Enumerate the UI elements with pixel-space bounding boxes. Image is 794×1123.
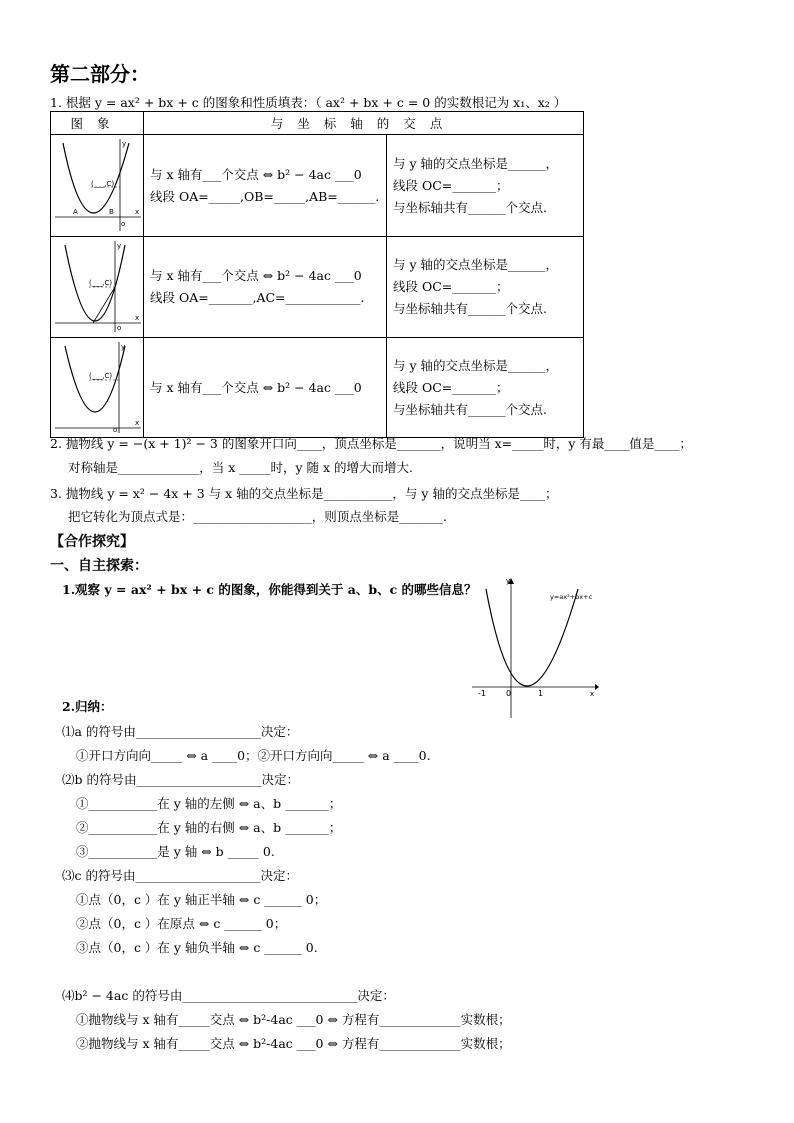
- header-intersections: 与坐标轴的交点: [144, 112, 584, 135]
- graph-cell-1: [51, 135, 144, 237]
- segment-line: 线段 OA=_____,OB=_____,AB=______.: [150, 188, 380, 204]
- c-label-3: (___,C): [89, 372, 113, 380]
- o-label: o: [121, 220, 126, 228]
- graph-cell-2: [51, 237, 144, 338]
- x-axis-line: 与 x 轴有___个交点 ⇔ b² − 4ac ___0: [150, 268, 362, 283]
- graph-x-label: x: [590, 690, 595, 698]
- x-axis-cell-3: [144, 338, 387, 438]
- o-label-3: o: [113, 426, 118, 434]
- c-sign-line1: ①点（0，c ）在 y 轴正半轴 ⇔ c ______ 0；: [76, 892, 327, 907]
- x-label-2: x: [135, 314, 140, 322]
- graph-cell-3: [51, 338, 144, 438]
- x-axis-cell-1: [144, 135, 387, 237]
- q3-line1: 3. 抛物线 y = x² − 4x + 3 与 x 轴的交点坐标是___________，与 y 轴的交点坐标是____；: [50, 486, 558, 501]
- discriminant-line2: ②抛物线与 x 轴有_____交点 ⇔ b²-4ac ___0 ⇔ 方程有_____________实数根；: [76, 1036, 511, 1051]
- x-axis-line: 与 x 轴有___个交点 ⇔ b² − 4ac ___0: [150, 166, 362, 182]
- coop-title: 【合作探究】: [50, 534, 134, 550]
- intersection-table: [50, 111, 584, 438]
- c-sign-line2: ②点（0，c ）在原点 ⇔ c ______ 0；: [76, 916, 287, 931]
- section-title: 第二部分：: [50, 62, 150, 86]
- c-sign-line3: ③点（0，c ）在 y 轴负半轴 ⇔ c ______ 0.: [76, 940, 318, 955]
- graph-o-label: 0: [506, 689, 512, 698]
- sub1-title: 一、自主探索：: [50, 558, 148, 574]
- q2-line1: 2. 抛物线 y = −(x + 1)² − 3 的图象开口向____，顶点坐标是_______，说明当 x=_____时，y 有最____值是____；: [50, 436, 692, 451]
- y-label-3: y: [121, 343, 126, 351]
- parabola-two-roots-graph: [51, 135, 143, 233]
- graph-y-label: y: [506, 577, 511, 585]
- oc-line: 线段 OC=_______；: [393, 379, 509, 395]
- x-label: x: [135, 208, 140, 216]
- q3-line2: 把它转化为顶点式是：___________________，则顶点坐标是_______.: [68, 509, 447, 524]
- c-label: (___,C): [91, 180, 115, 188]
- discriminant-title: ⑷b² − 4ac 的符号由____________________________决定：: [62, 988, 395, 1003]
- x-axis-cell-2: [144, 237, 387, 338]
- parabola-no-roots-graph: [51, 338, 143, 434]
- segment-line: 线段 OA=_______,AC=____________.: [150, 290, 365, 305]
- total-intersections-line: 与坐标轴共有______个交点.: [393, 301, 547, 316]
- y-intercept-line: 与 y 轴的交点坐标是______，: [393, 257, 559, 272]
- x-axis-line: 与 x 轴有___个交点 ⇔ b² − 4ac ___0: [150, 379, 362, 395]
- graph-neg1-label: -1: [478, 689, 486, 698]
- oc-line: 线段 OC=_______；: [393, 177, 509, 193]
- c-sign-title: ⑶c 的符号由____________________决定：: [62, 868, 298, 883]
- b-sign-title: ⑵b 的符号由____________________决定：: [62, 772, 299, 787]
- a-label: A: [73, 208, 78, 216]
- x-label-3: x: [135, 419, 140, 427]
- observe-parabola-graph: [470, 575, 600, 720]
- b-sign-line3: ③___________是 y 轴 ⇔ b _____ 0.: [76, 844, 275, 859]
- y-label: y: [122, 140, 127, 148]
- y-axis-cell-3: [387, 338, 584, 438]
- y-intercept-line: 与 y 轴的交点坐标是______，: [393, 357, 559, 373]
- y-axis-cell-2: [387, 237, 584, 338]
- y-label-2: y: [117, 242, 122, 250]
- header-graph: 图象: [51, 112, 144, 135]
- discriminant-line1: ①抛物线与 x 轴有_____交点 ⇔ b²-4ac ___0 ⇔ 方程有_____________实数根；: [76, 1012, 511, 1027]
- parabola-tangent-graph: [51, 237, 143, 334]
- y-intercept-line: 与 y 轴的交点坐标是______，: [393, 155, 559, 171]
- q1-stem: 1. 根据 y = ax² + bx + c 的图象和性质填表：（ ax² + bx + c = 0 的实数根记为 x₁、x₂ ）: [50, 95, 567, 110]
- y-axis-cell-1: [387, 135, 584, 237]
- oc-line: 线段 OC=_______；: [393, 279, 509, 294]
- o-label-2: o: [117, 324, 122, 332]
- total-intersections-line: 与坐标轴共有______个交点.: [393, 401, 547, 417]
- observe-question: 1.观察 y = ax² + bx + c 的图象，你能得到关于 a、b、c 的哪些信息？: [62, 582, 477, 597]
- b-sign-line1: ①___________在 y 轴的左侧 ⇔ a、b _______；: [76, 796, 342, 811]
- q2-line2: 对称轴是_____________，当 x _____时，y 随 x 的增大而增大.: [68, 460, 414, 475]
- b-sign-line2: ②___________在 y 轴的右侧 ⇔ a、b _______；: [76, 820, 342, 835]
- summary-title: 2.归纳：: [62, 699, 113, 714]
- equation-label: y=ax²+bx+c: [550, 593, 593, 601]
- graph-pos1-label: 1: [538, 689, 544, 698]
- a-sign-line: ①开口方向向_____ ⇔ a ____0；②开口方向向_____ ⇔ a ____0.: [76, 748, 431, 763]
- c-label-2: (___,C): [89, 279, 113, 287]
- total-intersections-line: 与坐标轴共有______个交点.: [393, 199, 547, 215]
- a-sign-title: ⑴a 的符号由____________________决定：: [62, 724, 299, 739]
- b-label: B: [109, 208, 114, 216]
